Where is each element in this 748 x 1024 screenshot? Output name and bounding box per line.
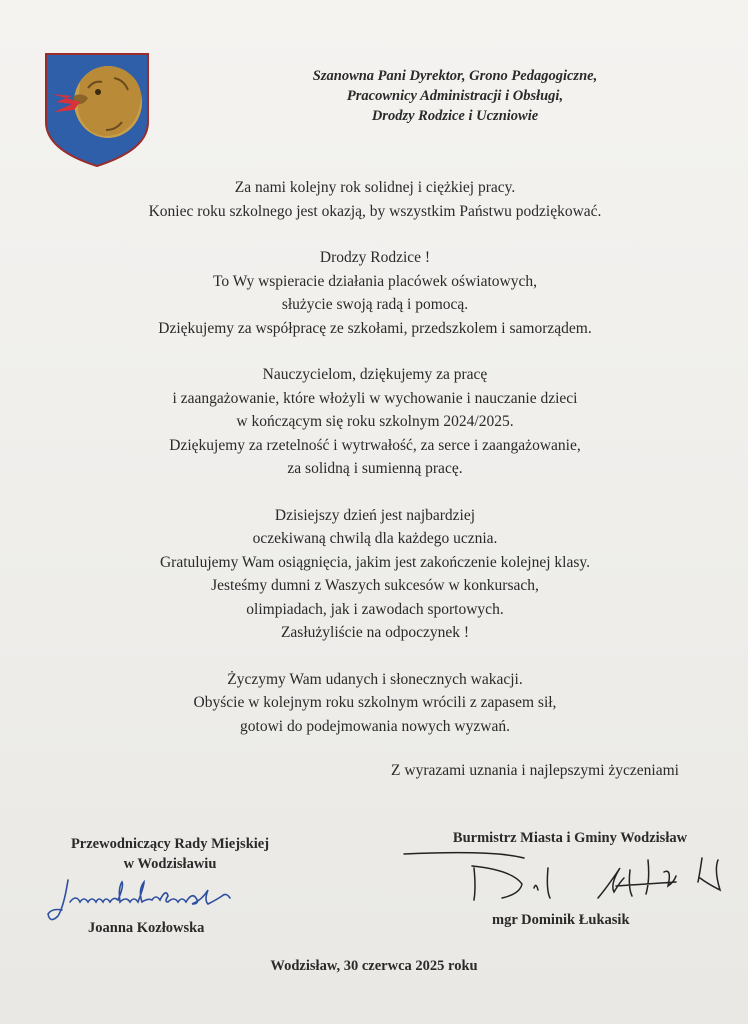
text-line: Gratulujemy Wam osiągnięcia, jakim jest zakończenie kolejnej klasy. [159,553,591,571]
paragraph [60,176,690,223]
title-line: w Wodzisławiu [123,856,217,872]
text-line: Zasłużyliście na odpoczynek ! [280,624,470,641]
place-and-date: Wodzisław, 30 czerwca 2025 roku [270,958,478,974]
salutation-line: Szanowna Pani Dyrektor, Grono Pedagogiczne, [312,68,598,84]
closing-phrase: Z wyrazami uznania i najlepszymi życzeniami [391,762,679,779]
salutation-line: Pracownicy Administracji i Obsługi, [346,88,564,104]
salutation-block [250,66,660,126]
paragraph [60,246,690,340]
text-line: Dziękujemy za współpracę ze szkołami, przedszkolem i samorządem. [158,319,592,337]
text-line: Za nami kolejny rok solidnej i ciężkiej pracy. [234,179,516,196]
text-line: Jesteśmy dumni z Waszych sukcesów w konkursach, [211,577,539,594]
paragraph [60,668,690,739]
text-line: Obyście w kolejnym roku szkolnym wrócili z zapasem sił, [193,694,557,711]
coat-of-arms-lion-icon [44,52,150,168]
letter-body [60,176,690,761]
text-line: oczekiwaną chwilą dla każdego ucznia. [252,530,498,547]
text-line: Drodzy Rodzice ! [319,249,431,266]
text-line: w kończącym się roku szkolnym 2024/2025. [236,413,514,430]
text-line: służycie swoją radą i pomocą. [281,296,469,313]
handwritten-signature-left [46,872,282,924]
handwritten-signature-right [402,842,726,912]
text-line: olimpiadach, jak i zawodach sportowych. [246,600,504,618]
paragraph [60,363,690,481]
text-line: Nauczycielom, dziękujemy za pracę [262,366,488,383]
text-line: za solidną i sumienną pracę. [287,460,463,477]
text-line: gotowi do podejmowania nowych wyzwań. [240,717,510,735]
title-line: Przewodniczący Rady Miejskiej [70,836,270,852]
text-line: Dzisiejszy dzień jest najbardziej [274,506,476,524]
signatory-left-title [40,834,300,874]
text-line: Życzymy Wam udanych i słonecznych wakacji. [227,670,523,688]
signatory-right-name: mgr Dominik Łukasik [492,912,630,928]
text-line: i zaangażowanie, które włożyli w wychowanie i nauczanie dzieci [172,389,578,407]
signatory-left-name: Joanna Kozłowska [88,920,205,936]
title-line: Burmistrz Miasta i Gminy Wodzisław [452,830,688,846]
paragraph [60,504,690,645]
text-line: Dziękujemy za rzetelność i wytrwałość, za serce i zaangażowanie, [169,436,581,454]
text-line: Koniec roku szkolnego jest okazją, by wszystkim Państwu podziękować. [148,202,602,220]
text-line: To Wy wspieracie działania placówek oświatowych, [213,272,537,290]
salutation-line: Drodzy Rodzice i Uczniowie [371,108,539,124]
